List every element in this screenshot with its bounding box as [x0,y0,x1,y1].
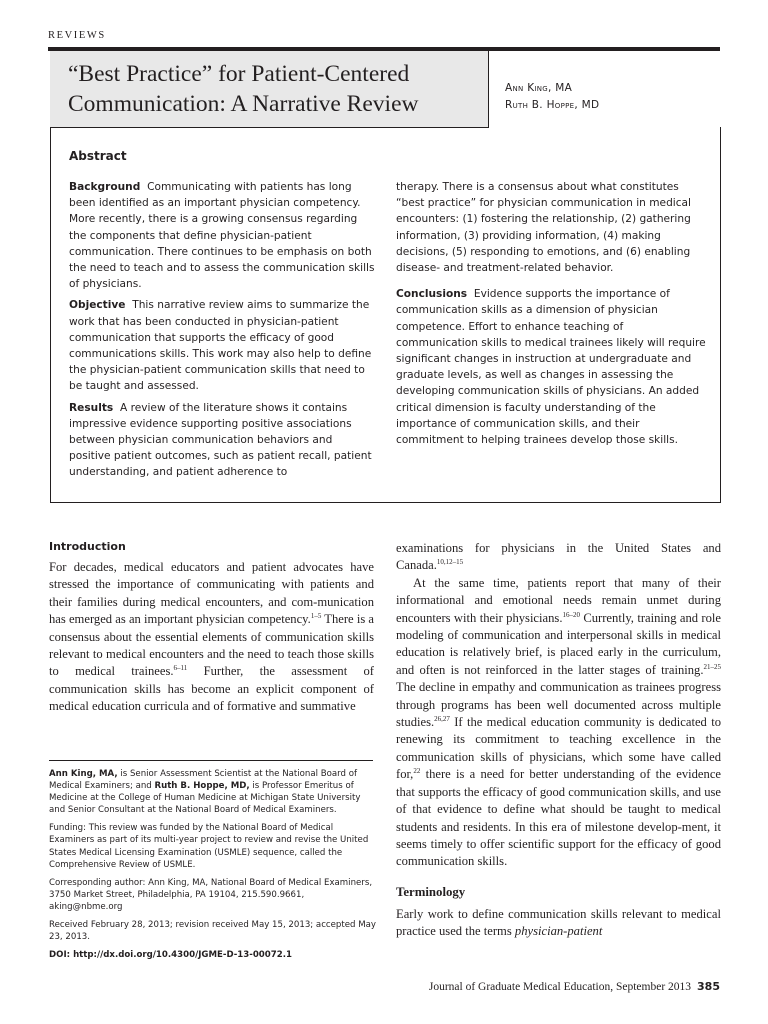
abstract-box [50,127,721,503]
title-line-2: Communication: A Narrative Review [68,91,419,117]
abstract-heading: Abstract [69,149,127,163]
results-label: Results [69,401,114,414]
author-1: Ann King, MA [505,82,573,94]
abstract-objective [69,297,377,394]
objective-label: Objective [69,299,126,312]
author-2: Ruth B. Hoppe, MD [505,99,600,111]
introduction-paragraph [49,559,374,716]
received-dates: Received February 28, 2013; revision received May 15, 2013; accepted May 23, 2013. [49,920,376,943]
objective-text: This narrative review aims to summarize the work that has been conducted in physician-patient communication that supports the efficacy of good communications skills. This work may also help to define the physician-patient communication skills that need to be taught and assessed. [69,299,372,393]
p3-text: Early work to define communication skills relevant to medical practice used the terms [396,906,721,939]
p2-text-e: there is a need for better understanding of the evidence that supports the efficacy of good communication skills, and use of that evidence to define what should be taught to medical students and residents. In this era of milestone develop-ment, it seems timely to offer scientific support for the efficacy of good communication skills. [396,767,721,869]
author-list [505,80,599,114]
paragraph-2 [396,575,721,871]
footnotes [49,768,377,967]
intro-text-1: For decades, medical educators and patient advocates have stressed the importance of communicating with patients and their families during medical encounters, and com-munication has emerged as an important physician competency. [49,560,374,627]
article-title [68,59,418,119]
conclusions-text: Evidence supports the importance of communication skills as a dimension of physician competence. Effort to enhance teaching of communication skills to medical trainees likely will require significant changes in instruction at undergraduate and graduate levels, as well as changes in assessing the developing communication skills of physicians. An added critical dimension is faculty understanding of the importance of communication skills, and their commitment to helping trainees develop those skills. [396,288,706,447]
body-right-column [396,540,721,941]
title-box [50,51,489,128]
p2-text-c: The decline in empathy and communication as trainees progress through programs has been well documented across multiple studies. [396,680,721,730]
background-text: Communicating with patients has long been identified as an important physician competency. More recently, there is a growing consensus regarding the components that define physician-patient communication. There continues to be emphasis on both the need to teach and to assess the communication skills of physicians. [69,181,375,291]
author-note-text-1: is Senior Assessment Scientist at the National Board of Medical Examiners; and [49,769,358,792]
page-number: 385 [697,980,720,993]
p2-text-b: Currently, training and role modeling of communication and interpersonal skills in medical education is relatively brief, is placed early in the curriculum, and often is not reinforced in the latter stages of training. [396,610,722,677]
p3-italic: physician-patient [514,924,603,939]
section-label: REVIEWS [48,30,106,41]
citation: 1–5 [310,612,322,621]
abstract-conclusions [396,286,708,448]
abstract-results [69,400,377,481]
author-note-text-2: is Professor Emeritus of Medicine at the College of Human Medicine at Michigan State University and Senior Consultant at the National Board of Medical Examiners. [49,781,361,816]
conclusions-label: Conclusions [396,288,468,301]
author-note [49,768,377,816]
title-line-1: “Best Practice” for Patient-Centered [68,61,410,87]
abstract-right-column [396,179,708,453]
abstract-background [69,179,377,292]
introduction-heading: Introduction [49,540,126,553]
citation: 6–11 [173,664,188,673]
funding-note: Funding: This review was funded by the National Board of Medical Examiners as part of its multi-year project to review and revise the United States Medical Licensing Examination (USMLE) sequence, called the Comprehensive Review of USMLE. [49,823,369,870]
p2-text-a: At the same time, patients report that many of their informational and emotional needs remain unmet during encounters with their physicians. [396,575,721,625]
background-label: Background [69,181,141,193]
author-note-name-2: Ruth B. Hoppe, MD, [154,781,250,792]
intro-text-2: There is a consensus about the essential elements of communication skills relevant to medical encounters and the need to teach those skills to medical trainees. [49,612,374,679]
citation: 10,12–15 [436,558,464,567]
continued-text: examinations for physicians in the United States and Canada. [396,541,721,573]
citation: 22 [413,767,421,776]
p2-text-d: If the medical education community is dedicated to renewing its commitment to teaching excellence in the communication skills of physicians, which some have called for, [396,715,721,782]
abstract-results-continued: therapy. There is a consensus about what constitutes “best practice” for physician communication in medical encounters: (1) fostering the relationship, (2) gathering information, (3) providing information, (4) making decisions, (5) responding to emotions, and (6) enabling disease- and treatment-related behavior. [396,181,691,275]
author-note-name-1: Ann King, MA, [49,769,118,779]
doi-link[interactable]: DOI: http://dx.doi.org/10.4300/JGME-D-13-00072.1 [49,950,292,961]
journal-name: Journal of Graduate Medical Education, September 2013 [428,981,692,993]
citation: 21–25 [703,662,721,671]
page-footer [429,980,720,993]
results-text: A review of the literature shows it contains impressive evidence supporting positive associations between physician communication behaviors and positive patient outcomes, such as patient recall, patient understanding, and patient adherence to [69,401,372,479]
notes-divider [49,760,373,761]
continued-paragraph [396,540,721,575]
paragraph-3 [396,906,721,941]
terminology-heading: Terminology [396,884,466,899]
citation: 26,27 [434,715,450,724]
intro-text-3: Further, the assessment of communication skills has become an explicit component of medical education curricula and of formative and summative [49,664,375,714]
corresponding-author: Corresponding author: Ann King, MA, National Board of Medical Examiners, 3750 Market Street, Philadelphia, PA 19104, 215.590.9661, aking@nbme.org [49,877,373,912]
citation: 16–20 [562,610,580,619]
abstract-left-column [69,179,377,486]
body-left-column [49,540,374,716]
